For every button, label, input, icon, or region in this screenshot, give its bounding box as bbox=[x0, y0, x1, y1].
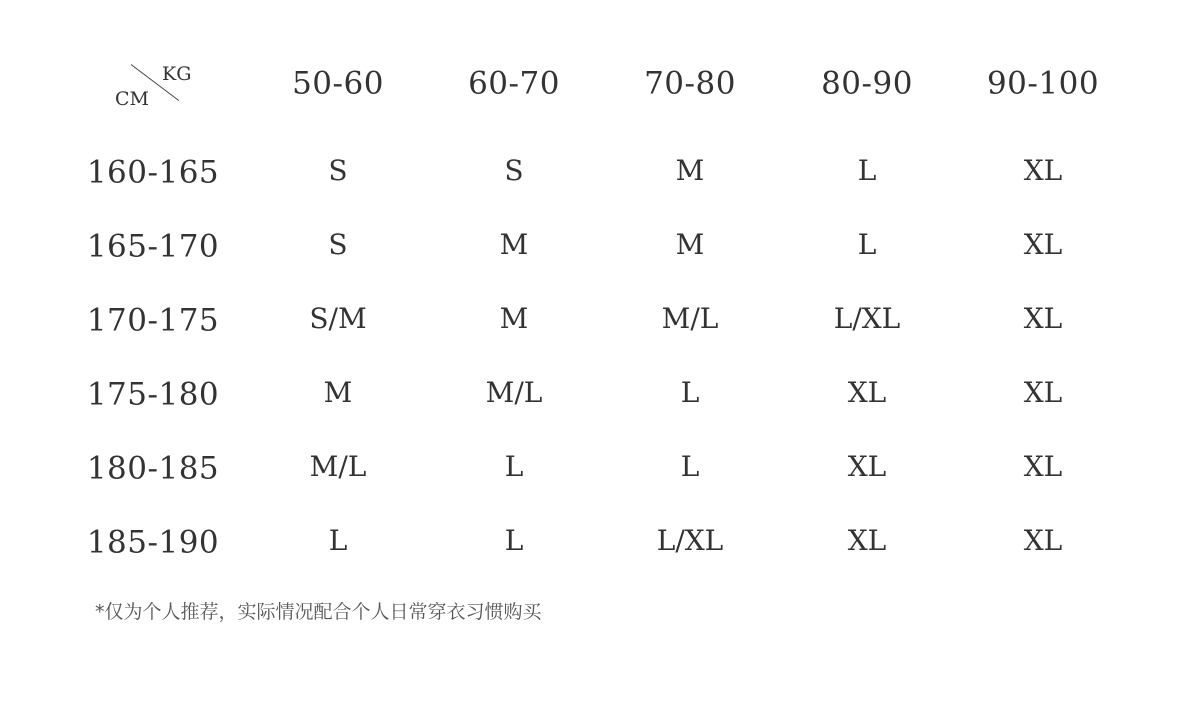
size-cell: M/L bbox=[661, 302, 719, 335]
height-range-header: 160-165 bbox=[86, 154, 220, 191]
size-cell: M bbox=[675, 228, 705, 261]
height-range-header: 175-180 bbox=[86, 376, 220, 413]
height-range-header: 180-185 bbox=[86, 450, 220, 487]
table-corner-header bbox=[112, 60, 192, 112]
weight-range-header: 70-80 bbox=[644, 65, 736, 102]
size-cell: S bbox=[504, 154, 524, 187]
weight-range-header: 80-90 bbox=[821, 65, 913, 102]
size-cell: XL bbox=[1023, 376, 1063, 409]
size-cell: M bbox=[499, 302, 529, 335]
size-cell: XL bbox=[1023, 154, 1063, 187]
weight-range-header: 60-70 bbox=[468, 65, 560, 102]
size-cell: XL bbox=[1023, 302, 1063, 335]
size-cell: L bbox=[504, 450, 524, 483]
size-cell: M/L bbox=[309, 450, 367, 483]
size-cell: S bbox=[328, 228, 348, 261]
size-cell: L bbox=[857, 228, 877, 261]
size-cell: M bbox=[499, 228, 529, 261]
height-range-header: 170-175 bbox=[86, 302, 220, 339]
height-range-header: 185-190 bbox=[86, 524, 220, 561]
size-cell: S/M bbox=[309, 302, 367, 335]
size-cell: M/L bbox=[485, 376, 543, 409]
size-cell: M bbox=[675, 154, 705, 187]
size-cell: L bbox=[680, 450, 700, 483]
weight-unit-label: KG bbox=[162, 63, 192, 85]
footnote: *仅为个人推荐，实际情况配合个人日常穿衣习惯购买 bbox=[95, 601, 542, 623]
height-unit-label: CM bbox=[115, 88, 149, 110]
weight-range-header: 90-100 bbox=[986, 65, 1100, 102]
size-cell: L bbox=[680, 376, 700, 409]
height-range-header: 165-170 bbox=[86, 228, 220, 265]
size-cell: M bbox=[323, 376, 353, 409]
size-cell: L/XL bbox=[656, 524, 724, 557]
size-cell: S bbox=[328, 154, 348, 187]
size-cell: L/XL bbox=[833, 302, 901, 335]
weight-range-header: 50-60 bbox=[292, 65, 384, 102]
size-cell: XL bbox=[1023, 228, 1063, 261]
size-cell: L bbox=[857, 154, 877, 187]
size-cell: L bbox=[328, 524, 348, 557]
size-cell: XL bbox=[1023, 450, 1063, 483]
size-cell: XL bbox=[847, 376, 887, 409]
size-cell: XL bbox=[847, 524, 887, 557]
size-cell: XL bbox=[847, 450, 887, 483]
size-cell: XL bbox=[1023, 524, 1063, 557]
size-cell: L bbox=[504, 524, 524, 557]
